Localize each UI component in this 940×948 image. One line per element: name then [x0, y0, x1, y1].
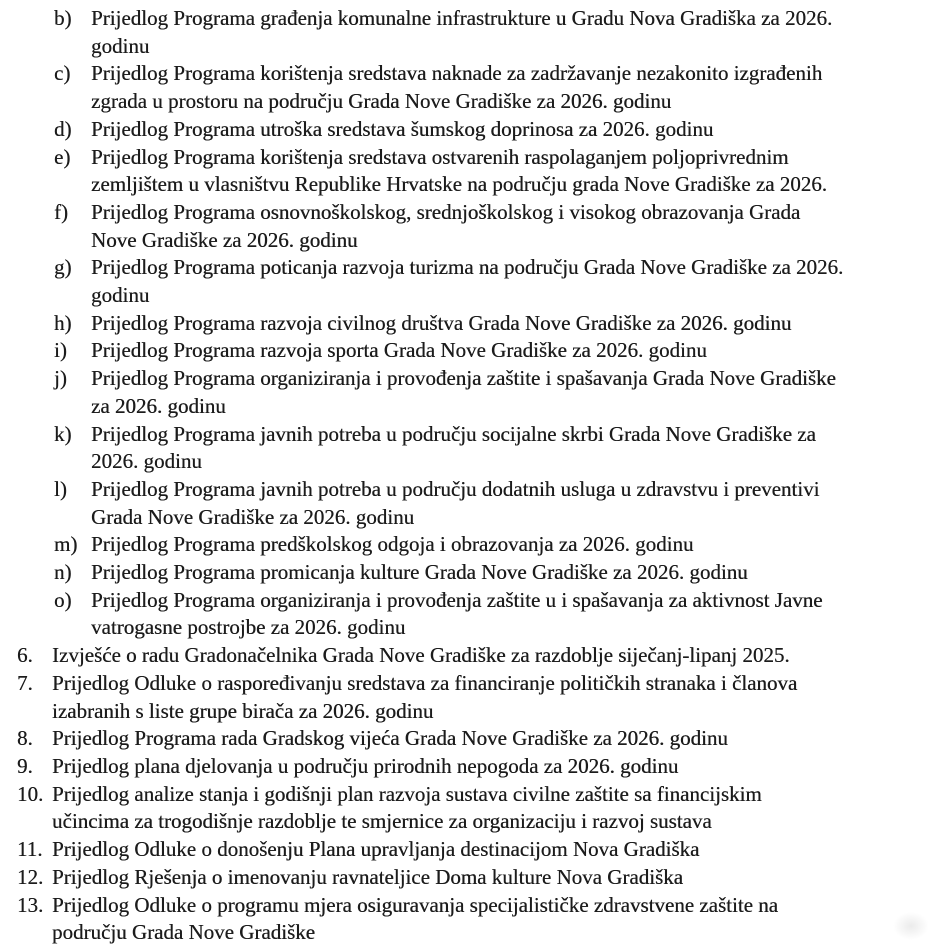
- item-marker: 13.: [17, 892, 44, 917]
- item-line: Prijedlog Programa razvoja civilnog društva Grada Nove Gradiške za 2026. godinu: [91, 310, 792, 335]
- agenda-item: [0, 60, 940, 115]
- agenda-item: [0, 670, 940, 725]
- item-line: Prijedlog plana djelovanja u području prirodnih nepogoda za 2026. godinu: [52, 753, 679, 778]
- agenda-item: [0, 337, 940, 365]
- item-line: Prijedlog Programa organiziranja i provođenja zaštite i spašavanja Grada Nove Gradiške: [91, 366, 836, 391]
- agenda-item: [0, 421, 940, 476]
- item-line: Nove Gradiške za 2026. godinu: [91, 227, 358, 252]
- item-text: [52, 753, 940, 781]
- item-line: Prijedlog Programa promicanja kulture Grada Nove Gradiške za 2026. godinu: [91, 560, 748, 585]
- item-text: [52, 864, 940, 892]
- agenda-item: [0, 254, 940, 309]
- item-marker: o): [54, 587, 72, 612]
- item-marker: j): [54, 366, 67, 391]
- item-text: [91, 531, 940, 559]
- item-marker: c): [54, 61, 71, 86]
- item-text: [52, 892, 940, 947]
- agenda-item: [0, 753, 940, 781]
- item-marker: d): [54, 116, 72, 141]
- item-marker: l): [54, 476, 67, 501]
- item-line: godinu: [91, 33, 150, 58]
- agenda-item: [0, 892, 940, 947]
- item-text: [91, 476, 940, 531]
- agenda-item: [0, 310, 940, 338]
- item-line: Prijedlog Programa korištenja sredstava ostvarenih raspolaganjem poljoprivrednim: [91, 144, 789, 169]
- item-line: Izvješće o radu Gradonačelnika Grada Nove Gradiške za razdoblje siječanj-lipanj 2025.: [52, 643, 790, 668]
- item-text: [52, 670, 940, 725]
- agenda-item: [0, 836, 940, 864]
- item-text: [91, 587, 940, 642]
- item-text: [52, 836, 940, 864]
- item-line: Prijedlog Programa rada Gradskog vijeća Grada Nove Gradiške za 2026. godinu: [52, 726, 728, 751]
- item-text: [91, 116, 940, 144]
- item-line: Prijedlog Programa javnih potreba u području socijalne skrbi Grada Nove Gradiške za: [91, 421, 816, 446]
- item-marker: f): [54, 199, 68, 224]
- item-marker: b): [54, 6, 72, 30]
- item-text: [91, 559, 940, 587]
- agenda-item: [0, 116, 940, 144]
- agenda-item: [0, 199, 940, 254]
- item-line: učincima za trogodišnje razdoblje te smjernice za organizaciju i razvoj sustava: [52, 809, 712, 834]
- item-text: [91, 254, 940, 309]
- agenda-item: [0, 864, 940, 892]
- agenda-item: [0, 531, 940, 559]
- item-line: Prijedlog analize stanja i godišnji plan razvoja sustava civilne zaštite sa financijskim: [52, 781, 762, 806]
- item-line: Prijedlog Programa predškolskog odgoja i obrazovanja za 2026. godinu: [91, 532, 694, 557]
- item-marker: 8.: [17, 726, 33, 751]
- item-marker: 6.: [17, 643, 33, 668]
- item-text: [91, 365, 940, 420]
- item-marker: 9.: [17, 753, 33, 778]
- item-line: Prijedlog Programa organiziranja i provođenja zaštite u i spašavanja za aktivnost Javne: [91, 587, 823, 612]
- item-text: [91, 310, 940, 338]
- item-line: Prijedlog Programa građenja komunalne infrastrukture u Gradu Nova Gradiška za 2026.: [91, 6, 833, 30]
- item-line: Grada Nove Gradiške za 2026. godinu: [91, 504, 415, 529]
- agenda-item: [0, 725, 940, 753]
- item-text: [91, 337, 940, 365]
- item-marker: 12.: [17, 864, 44, 889]
- item-marker: m): [54, 532, 78, 557]
- item-text: [52, 642, 940, 670]
- agenda-item-list: [0, 5, 940, 947]
- agenda-item: [0, 642, 940, 670]
- item-marker: i): [54, 338, 67, 363]
- item-text: [52, 781, 940, 836]
- agenda-item: [0, 587, 940, 642]
- agenda-item: [0, 476, 940, 531]
- item-marker: k): [54, 421, 72, 446]
- item-text: [91, 199, 940, 254]
- item-line: godinu: [91, 283, 150, 308]
- item-line: za 2026. godinu: [91, 393, 226, 418]
- item-marker: h): [54, 310, 72, 335]
- item-line: Prijedlog Programa javnih potreba u području dodatnih usluga u zdravstvu i preventivi: [91, 476, 820, 501]
- item-marker: 7.: [17, 670, 33, 695]
- agenda-item: [0, 365, 940, 420]
- item-text: [91, 60, 940, 115]
- agenda-item: [0, 144, 940, 199]
- item-line: vatrogasne postrojbe za 2026. godinu: [91, 615, 406, 640]
- item-text: [91, 144, 940, 199]
- item-line: području Grada Nove Gradiške: [52, 920, 315, 945]
- item-line: Prijedlog Programa osnovnoškolskog, srednjoškolskog i visokog obrazovanja Grada: [91, 199, 801, 224]
- item-marker: 11.: [17, 837, 43, 862]
- item-marker: g): [54, 255, 72, 280]
- item-line: Prijedlog Programa utroška sredstava šumskog doprinosa za 2026. godinu: [91, 116, 714, 141]
- item-marker: 10.: [17, 781, 44, 806]
- item-line: Prijedlog Programa korištenja sredstava naknade za zadržavanje nezakonito izgrađenih: [91, 61, 823, 86]
- item-line: Prijedlog Programa razvoja sporta Grada Nove Gradiške za 2026. godinu: [91, 338, 707, 363]
- item-line: zgrada u prostoru na području Grada Nove Gradiške za 2026. godinu: [91, 89, 672, 114]
- item-line: Prijedlog Odluke o donošenju Plana upravljanja destinacijom Nova Gradiška: [52, 837, 700, 862]
- item-line: Prijedlog Programa poticanja razvoja turizma na području Grada Nove Gradiške za 2026.: [91, 255, 844, 280]
- item-text: [91, 5, 940, 60]
- agenda-item: [0, 5, 940, 60]
- item-line: izabranih s liste grupe birača za 2026. godinu: [52, 698, 434, 723]
- item-line: 2026. godinu: [91, 449, 202, 474]
- item-line: Prijedlog Odluke o raspoređivanju sredstava za financiranje političkih stranaka i članova: [52, 670, 798, 695]
- item-line: Prijedlog Odluke o programu mjera osiguravanja specijalističke zdravstvene zaštite na: [52, 892, 779, 917]
- item-text: [52, 725, 940, 753]
- item-line: zemljištem u vlasništvu Republike Hrvatske na području grada Nove Gradiške za 2026.: [91, 172, 827, 197]
- item-text: [91, 421, 940, 476]
- item-line: Prijedlog Rješenja o imenovanju ravnateljice Doma kulture Nova Gradiška: [52, 864, 683, 889]
- item-marker: e): [54, 144, 71, 169]
- agenda-item: [0, 559, 940, 587]
- item-marker: n): [54, 560, 72, 585]
- agenda-item: [0, 781, 940, 836]
